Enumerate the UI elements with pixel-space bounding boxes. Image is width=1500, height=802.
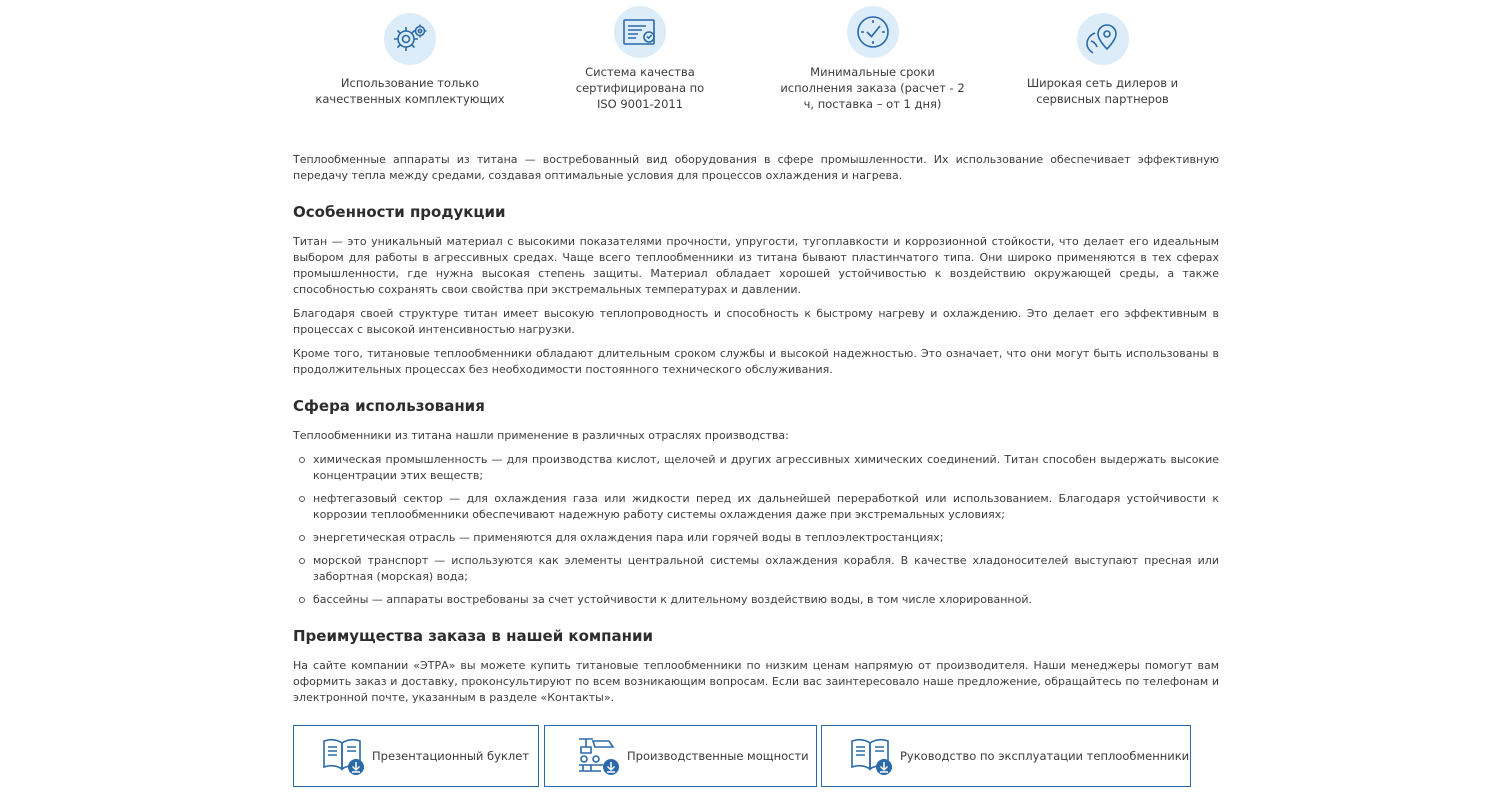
paragraph: Благодаря своей структуре титан имеет высокую теплопроводность и способность к быстрому нагреву и охлаждению. Это делает его эффективным в процессах с высокой интенсивностью нагрузки. [293, 307, 1219, 336]
feature-text: Система качества сертифицирована по ISO 9001-2011 [575, 65, 705, 111]
bullet-icon [299, 496, 305, 502]
documents-row [293, 725, 1193, 787]
map-pin-icon [1077, 13, 1129, 65]
download-manual-button[interactable] [821, 725, 1191, 787]
document-label: Презентационный буклет [372, 749, 530, 763]
feature-dealer-network [1025, 13, 1180, 107]
section-title-usage: Сфера использования [293, 397, 485, 415]
manual-download-icon [848, 735, 896, 777]
section-title-advantages: Преимущества заказа в нашей компании [293, 627, 654, 645]
gears-icon [384, 13, 436, 65]
factory-download-icon [575, 735, 623, 777]
bullet-icon [299, 457, 305, 463]
paragraph: Титан — это уникальный материал с высокими показателями прочности, упругости, тугоплавкости и коррозионной стойкости, что делает его идеальным выбором для работы в агрессивных средах. Чаще всего теплообменники из титана бывают пластинчатого типа. Они широко применяются в тех сферах промышленности, где нужна высокая степень защиты. Материал обладает хорошей устойчивостью к воздействию окружающей среды, а также способностью сохранять свои свойства при экстремальных температурах и давлении. [293, 235, 1219, 296]
document-label: Производственные мощности [627, 749, 809, 763]
usage-list [293, 452, 1219, 608]
advantages-paragraph: На сайте компании «ЭТРА» вы можете купить титановые теплообменники по низким ценам напрямую от производителя. Наши менеджеры помогут вам оформить заказ и доставку, проконсультируют по всем возникающим вопросам. Если вас заинтересовало наше предложение, обращайтесь по телефонам и электронной почте, указанным в разделе «Контакты». [293, 659, 1219, 704]
list-item: энергетическая отрасль — применяются для охлаждения пара или горячей воды в теплоэлектростанциях; [293, 530, 1219, 546]
intro-paragraph: Теплообменные аппараты из титана — востребованный вид оборудования в сфере промышленности. Их использование обеспечивает эффективную передачу тепла между средами, создавая оптимальные условия для процессов охлаждения и нагрева. [293, 153, 1219, 182]
bullet-icon [299, 535, 305, 541]
feature-min-lead-time [775, 6, 970, 112]
certificate-icon [614, 6, 666, 58]
bullet-icon [299, 558, 305, 564]
features-row [0, 0, 1500, 130]
list-item: морской транспорт — используются как элементы центральной системы охлаждения корабля. В качестве хладоносителей выступают пресная или забортная (морская) вода; [293, 553, 1219, 585]
clock-icon [847, 6, 899, 58]
paragraph: Кроме того, титановые теплообменники обладают длительным сроком службы и высокой надежностью. Это означает, что они могут быть использованы в продолжительных процессах без необходимости постоянного технического обслуживания. [293, 347, 1219, 376]
feature-text: Использование только качественных комплектующих [315, 76, 505, 106]
main-content [293, 152, 1219, 706]
document-label: Руководство по эксплуатации теплообменники [900, 749, 1190, 763]
list-item: химическая промышленность — для производства кислот, щелочей и других агрессивных химических соединений. Титан способен выдержать высокие концентрации этих веществ; [293, 452, 1219, 484]
list-item: нефтегазовый сектор — для охлаждения газа или жидкости перед их дальнейшей переработкой или использованием. Благодаря устойчивости к коррозии теплообменники обеспечивают надежную работу системы охлаждения даже при экстремальных условиях; [293, 491, 1219, 523]
bullet-icon [299, 597, 305, 603]
download-production-button[interactable] [544, 725, 817, 787]
feature-quality-components [305, 13, 515, 107]
list-item: бассейны — аппараты востребованы за счет устойчивости к длительному воздействию воды, в том числе хлорированной. [293, 592, 1219, 608]
feature-iso-certified [565, 6, 715, 112]
feature-text: Минимальные сроки исполнения заказа (расчет - 2 ч, поставка – от 1 дня) [780, 65, 965, 111]
download-booklet-button[interactable] [293, 725, 539, 787]
section-title-features: Особенности продукции [293, 203, 506, 221]
booklet-download-icon [320, 735, 368, 777]
feature-text: Широкая сеть дилеров и сервисных партнеров [1026, 76, 1179, 106]
usage-intro: Теплообменники из титана нашли применение в различных отраслях производства: [293, 429, 789, 442]
